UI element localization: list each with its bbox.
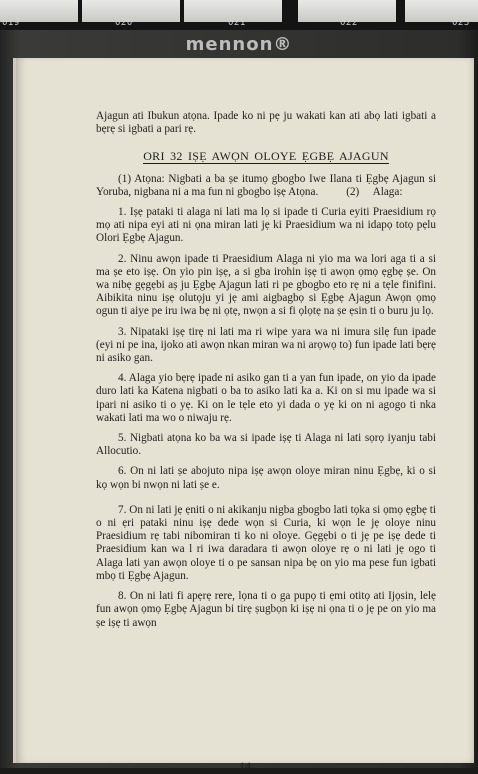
page-body xyxy=(96,110,439,637)
scale-number: 021 xyxy=(228,18,246,28)
paragraph: 5. Nigbati atọna ko ba wa si ipade iṣẹ ti Alaga ni lati sọrọ iyanju tabi Allocutio. xyxy=(96,432,436,458)
scale-number: 022 xyxy=(340,18,358,28)
paragraph: 4. Alaga yio bẹrẹ ipade ni asiko gan ti a yan fun ipade, on yio da ipade duro lati ka Katena nigbati o ba to asiko lati ka a. Ki on si mu ipade wa si ipari ni asiko ti o yẹ. Ki on le tẹle eto yi dada o yẹ ki on ni agogo ti nka wakati lati ma wo o niwaju rẹ. xyxy=(96,372,436,424)
brand-logo: mennon® xyxy=(185,34,293,55)
intro-paragraph: Ajagun ati Ibukun atọna. Ipade ko ni pẹ ju wakati kan ati abọ lati igbati a bẹrẹ si igbati a pari rẹ. xyxy=(96,110,436,136)
scale-number: 020 xyxy=(115,18,133,28)
microfilm-scale-strip xyxy=(0,0,478,30)
paragraph: 8. On ni lati fi apẹrẹ rere, lọna ti o ga pupọ ti ẹmi otitọ ati Ijọsin, lelẹ fun awọn ọmọ Ẹgbẹ Ajagun bi tirẹ ṣugbọn ki iṣẹ ni ọna ti o jẹ pe on yio ma ṣe iṣẹ ti awọn xyxy=(96,590,436,629)
scale-number: 023 xyxy=(452,18,470,28)
document-page xyxy=(13,58,474,773)
paragraph: 3. Nipataki iṣẹ tirẹ ni lati ma ri wipe yara wa ni imura silẹ fun ipade (eyi ni pe ina, ijoko ati awọn nkan miran wa ni arọwọ to) fun ipade lati bẹrẹ ni asiko gan. xyxy=(96,325,436,365)
paragraph: (1) Atọna: Nigbati a ba ṣe itumọ gbogbo Iwe Ilana ti Ẹgbẹ Ajagun si Yoruba, nigbana ni a ma fun ni gbogbo iṣẹ Atọna. (2) Alaga: xyxy=(96,172,439,198)
paragraph: 1. Iṣẹ pataki ti alaga ni lati ma lọ si ipade ti Curia eyiti Praesidium rọ mọ ati nipa eyi ati ni ọna miran lati jẹ ki Praesidium wa ni idapọ totọ pẹlu Olori Ẹgbẹ Ajagun. xyxy=(96,206,436,245)
section-heading-text: ORI 32 IṢẸ AWỌN OLOYE ẸGBẸ AJAGUN xyxy=(143,149,389,164)
page-number: 14 xyxy=(239,759,251,773)
scale-number: 019 xyxy=(2,18,20,28)
paragraph: 2. Ninu awọn ipade ti Praesidium Alaga ni yio ma wa lori aga ti a si ma ṣe eto iṣẹ. On yio pin iṣẹ, a si gba irohin iṣẹ ti awọn ọmọ ẹgbẹ ṣe. On wa nibẹ gẹgẹbi aṣ ju Ẹgbẹ Ajagun lati ri pe gbogbo eto rẹ ni a tẹle finifini. Aibikita ninu iṣẹ olutọju yi jẹ ami aigbagbọ si Ẹgbẹ Ajagun Awọn ọmọ ogun ti aiye pe iru iwa bẹ ni ọtẹ, nwọn a si fi ọlọtẹ na ṣe ẹsin ti o buru ju lọ. xyxy=(96,252,436,318)
section-heading xyxy=(96,150,436,163)
paragraph: 6. On ni lati ṣe abojuto nipa iṣẹ awọn oloye miran ninu Ẹgbẹ, ki o si kọ wọn bi nwọn ni lati ṣe e. xyxy=(96,465,436,491)
paragraph: 7. On ni lati jẹ ẹniti o ni akikanju nigba gbogbo lati tọka si ọmọ ẹgbẹ ti o ni ẹri pataki ninu iṣẹ dede wọn si Curia, ki wọn le jẹ oloye ninu Praesidium rẹ tabi nibomiran ti ko ni oloye. Gẹgẹbi o ti jẹ pe iṣẹ dede ti Praesidium kan wa l ri iwa daradara ti awọn oloye rẹ o ni lati jẹ ogo ti Alaga lati yan awọn oloye ti o pe sansan nipa bẹ on yio ma pese fun igbati mbọ ti Ẹgbẹ Ajagun. xyxy=(96,503,436,582)
